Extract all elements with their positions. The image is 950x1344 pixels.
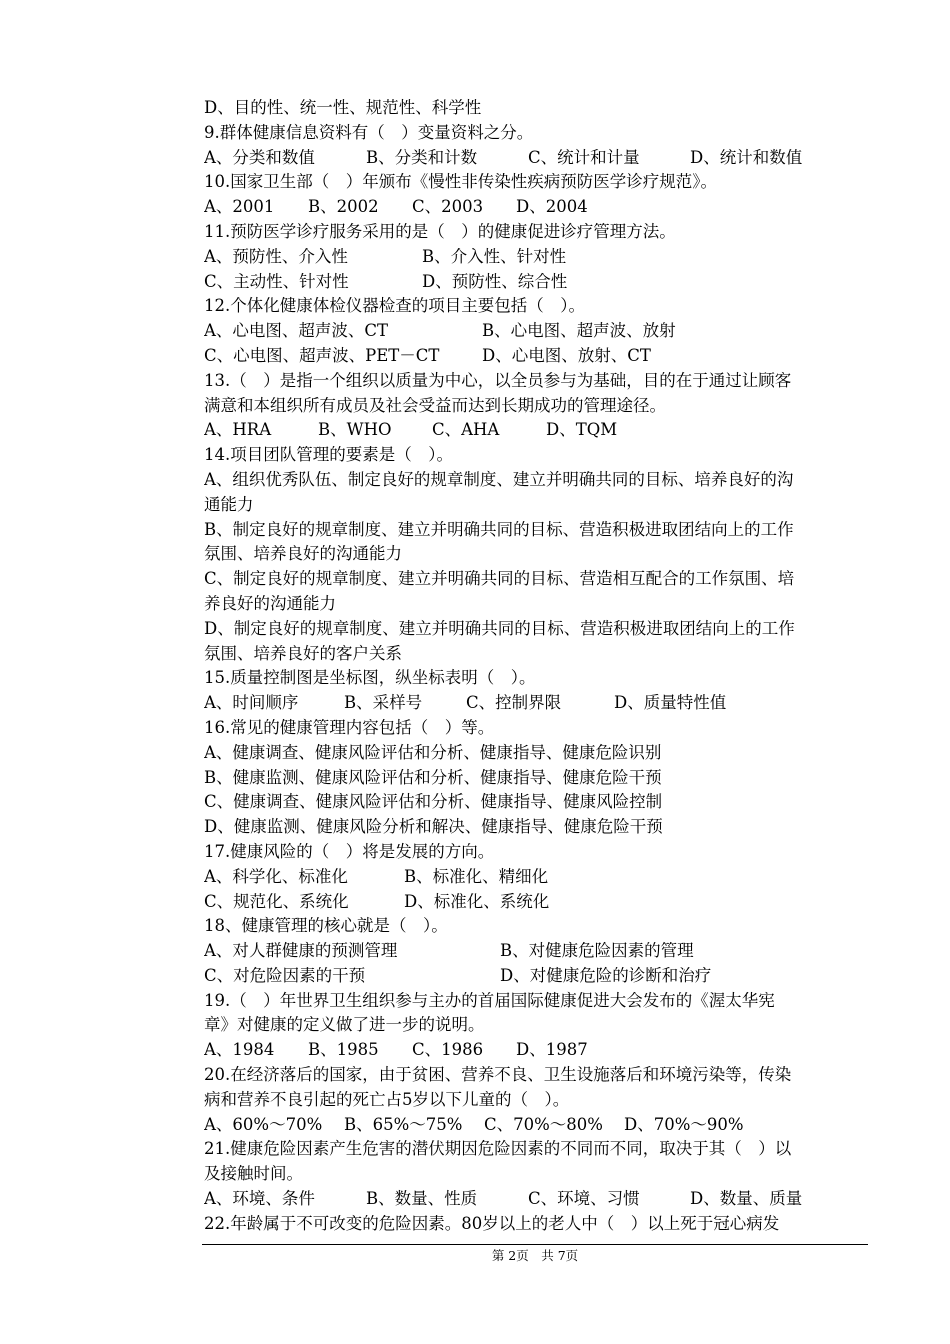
text-line: 22.年龄属于不可改变的危险因素。80岁以上的老人中（ ）以上死于冠心病发 bbox=[204, 1213, 780, 1233]
footer-divider bbox=[202, 1244, 868, 1245]
answer-option: C、70%～80% bbox=[484, 1114, 603, 1134]
answer-option: A、环境、条件 bbox=[204, 1189, 315, 1209]
answer-option: D、标准化、系统化 bbox=[404, 891, 550, 911]
text-line: 11.预防医学诊疗服务采用的是（ ）的健康促进诊疗管理方法。 bbox=[204, 221, 676, 241]
answer-option: A、分类和数值 bbox=[204, 147, 315, 167]
answer-option: C、规范化、系统化 bbox=[204, 891, 349, 911]
answer-option: B、分类和计数 bbox=[366, 147, 478, 167]
text-line: D、健康监测、健康风险分析和解决、健康指导、健康危险干预 bbox=[204, 817, 663, 837]
answer-option: A、HRA bbox=[204, 420, 272, 440]
answer-option: B、WHO bbox=[318, 420, 392, 440]
answer-option: B、采样号 bbox=[344, 693, 423, 713]
option-row bbox=[204, 964, 864, 989]
answer-option: A、1984 bbox=[204, 1040, 275, 1060]
text-line: 13.（ ）是指一个组织以质量为中心，以全员参与为基础，目的在于通过让顾客 bbox=[204, 370, 792, 390]
answer-option: A、对人群健康的预测管理 bbox=[204, 941, 398, 961]
text-line: 满意和本组织所有成员及社会受益而达到长期成功的管理途径。 bbox=[204, 395, 666, 415]
answer-option: C、心电图、超声波、PET－CT bbox=[204, 345, 440, 365]
text-line: 通能力 bbox=[204, 494, 254, 514]
answer-option: A、时间顺序 bbox=[204, 693, 299, 713]
answer-option: B、标准化、精细化 bbox=[404, 866, 549, 886]
text-line: 章》对健康的定义做了进一步的说明。 bbox=[204, 1015, 485, 1035]
answer-option: A、科学化、标准化 bbox=[204, 866, 348, 886]
text-line: 病和营养不良引起的死亡占5岁以下儿童的（ ）。 bbox=[204, 1089, 570, 1109]
text-line: C、制定良好的规章制度、建立并明确共同的目标、营造相互配合的工作氛围、培 bbox=[204, 569, 795, 589]
answer-option: C、统计和计量 bbox=[528, 147, 640, 167]
option-row bbox=[204, 1113, 864, 1138]
text-line: 19.（ ）年世界卫生组织参与主办的首届国际健康促进大会发布的《渥太华宪 bbox=[204, 990, 775, 1010]
option-row bbox=[204, 319, 864, 344]
answer-option: C、环境、习惯 bbox=[528, 1189, 640, 1209]
option-row bbox=[204, 195, 864, 220]
answer-option: A、心电图、超声波、CT bbox=[204, 321, 389, 341]
text-line: 15.质量控制图是坐标图，纵坐标表明（ ）。 bbox=[204, 668, 536, 688]
answer-option: A、2001 bbox=[204, 197, 275, 217]
text-line: 14.项目团队管理的要素是（ ）。 bbox=[204, 445, 453, 465]
text-line: C、健康调查、健康风险评估和分析、健康指导、健康风险控制 bbox=[204, 792, 663, 812]
answer-option: D、质量特性值 bbox=[614, 693, 727, 713]
answer-option: D、TQM bbox=[546, 420, 618, 440]
answer-option: B、介入性、针对性 bbox=[422, 246, 567, 266]
option-row bbox=[204, 890, 864, 915]
text-line: 21.健康危险因素产生危害的潜伏期因危险因素的不同而不同，取决于其（ ）以 bbox=[204, 1139, 792, 1159]
text-line: 9.群体健康信息资料有（ ）变量资料之分。 bbox=[204, 122, 534, 142]
text-line: 16.常见的健康管理内容包括（ ）等。 bbox=[204, 717, 495, 737]
answer-option: C、主动性、针对性 bbox=[204, 271, 349, 291]
answer-option: B、心电图、超声波、放射 bbox=[482, 321, 676, 341]
answer-option: D、预防性、综合性 bbox=[422, 271, 568, 291]
answer-option: C、对危险因素的干预 bbox=[204, 965, 366, 985]
document-body bbox=[204, 96, 864, 1237]
answer-option: D、2004 bbox=[516, 197, 588, 217]
text-line: 养良好的沟通能力 bbox=[204, 593, 336, 613]
option-row bbox=[204, 270, 864, 295]
text-line: 氛围、培养良好的客户关系 bbox=[204, 643, 402, 663]
text-line: A、健康调查、健康风险评估和分析、健康指导、健康危险识别 bbox=[204, 742, 662, 762]
option-row bbox=[204, 418, 864, 443]
text-line: 20.在经济落后的国家，由于贫困、营养不良、卫生设施落后和环境污染等，传染 bbox=[204, 1065, 792, 1085]
text-line: 18、健康管理的核心就是（ ）。 bbox=[204, 916, 448, 936]
answer-option: D、1987 bbox=[516, 1040, 588, 1060]
answer-option: B、1985 bbox=[308, 1040, 379, 1060]
answer-option: D、70%～90% bbox=[624, 1114, 744, 1134]
answer-option: B、对健康危险因素的管理 bbox=[500, 941, 694, 961]
option-row bbox=[204, 146, 864, 171]
option-row bbox=[204, 691, 864, 716]
answer-option: D、对健康危险的诊断和治疗 bbox=[500, 965, 712, 985]
text-line: B、健康监测、健康风险评估和分析、健康指导、健康危险干预 bbox=[204, 767, 662, 787]
answer-option: A、60%～70% bbox=[204, 1114, 323, 1134]
answer-option: C、控制界限 bbox=[466, 693, 562, 713]
text-line: A、组织优秀队伍、制定良好的规章制度、建立并明确共同的目标、培养良好的沟 bbox=[204, 469, 794, 489]
text-line: 10.国家卫生部（ ）年颁布《慢性非传染性疾病预防医学诊疗规范》。 bbox=[204, 172, 717, 192]
text-line: 氛围、培养良好的沟通能力 bbox=[204, 544, 402, 564]
option-row bbox=[204, 865, 864, 890]
option-row bbox=[204, 939, 864, 964]
answer-option: A、预防性、介入性 bbox=[204, 246, 348, 266]
answer-option: C、1986 bbox=[412, 1040, 484, 1060]
text-line: B、制定良好的规章制度、建立并明确共同的目标、营造积极进取团结向上的工作 bbox=[204, 519, 794, 539]
answer-option: D、统计和数值 bbox=[690, 147, 803, 167]
answer-option: D、心电图、放射、CT bbox=[482, 345, 651, 365]
option-row bbox=[204, 344, 864, 369]
answer-option: C、2003 bbox=[412, 197, 484, 217]
text-line: D、制定良好的规章制度、建立并明确共同的目标、营造积极进取团结向上的工作 bbox=[204, 618, 795, 638]
answer-option: B、65%～75% bbox=[344, 1114, 463, 1134]
answer-option: C、AHA bbox=[432, 420, 500, 440]
text-line: 12.个体化健康体检仪器检查的项目主要包括（ ）。 bbox=[204, 296, 585, 316]
answer-option: D、数量、质量 bbox=[690, 1189, 803, 1209]
text-line: D、目的性、统一性、规范性、科学性 bbox=[204, 98, 482, 117]
option-row bbox=[204, 1038, 864, 1063]
text-line: 17.健康风险的（ ）将是发展的方向。 bbox=[204, 841, 495, 861]
text-line: 及接触时间。 bbox=[204, 1164, 303, 1184]
answer-option: B、2002 bbox=[308, 197, 379, 217]
option-row bbox=[204, 1187, 864, 1212]
page-number: 第 2页 共 7页 bbox=[491, 1248, 579, 1263]
option-row bbox=[204, 245, 864, 270]
answer-option: B、数量、性质 bbox=[366, 1189, 478, 1209]
